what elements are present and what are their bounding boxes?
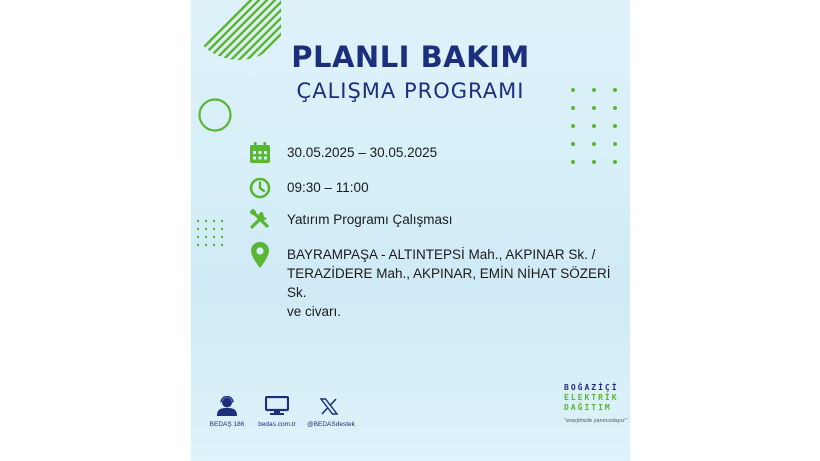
brand-slogan: "enerjimizle yanınızdayız" — [564, 418, 627, 424]
location-line-3: ve civarı. — [287, 304, 342, 319]
website-link[interactable]: bedas.com.tr — [258, 421, 296, 428]
page-subtitle: ÇALIŞMA PROGRAMI — [296, 79, 525, 103]
phone-label: BEDAŞ 186 — [209, 421, 245, 428]
call-center-agent-icon — [216, 396, 238, 416]
map-pin-icon — [250, 242, 270, 268]
clock-icon — [249, 177, 271, 199]
location-line-2: TERAZİDERE Mah., AKPINAR, EMİN NİHAT SÖZERİ Sk. — [287, 266, 611, 300]
dot-grid-decoration-left — [196, 219, 230, 253]
tools-icon — [249, 208, 271, 230]
bedas-logo — [564, 383, 619, 413]
calendar-icon — [249, 142, 271, 164]
logo-line-1: BOĞAZİÇİ — [564, 383, 619, 392]
location-text — [287, 245, 617, 321]
location-line-1: BAYRAMPAŞA - ALTINTEPSİ Mah., AKPINAR Sk. / — [287, 247, 596, 262]
announcement-card — [191, 0, 630, 461]
x-social-icon — [320, 398, 338, 415]
date-range-text: 30.05.2025 – 30.05.2025 — [287, 145, 438, 160]
work-type-text: Yatırım Programı Çalışması — [287, 212, 453, 227]
time-range-text: 09:30 – 11:00 — [287, 180, 369, 195]
logo-line-3: DAĞITIM — [564, 403, 612, 412]
social-handle-link[interactable]: @BEDASdestek — [307, 421, 355, 428]
page-title: PLANLI BAKIM — [291, 40, 530, 74]
desktop-monitor-icon — [265, 396, 289, 416]
logo-line-2: ELEKTRİK — [564, 393, 619, 402]
